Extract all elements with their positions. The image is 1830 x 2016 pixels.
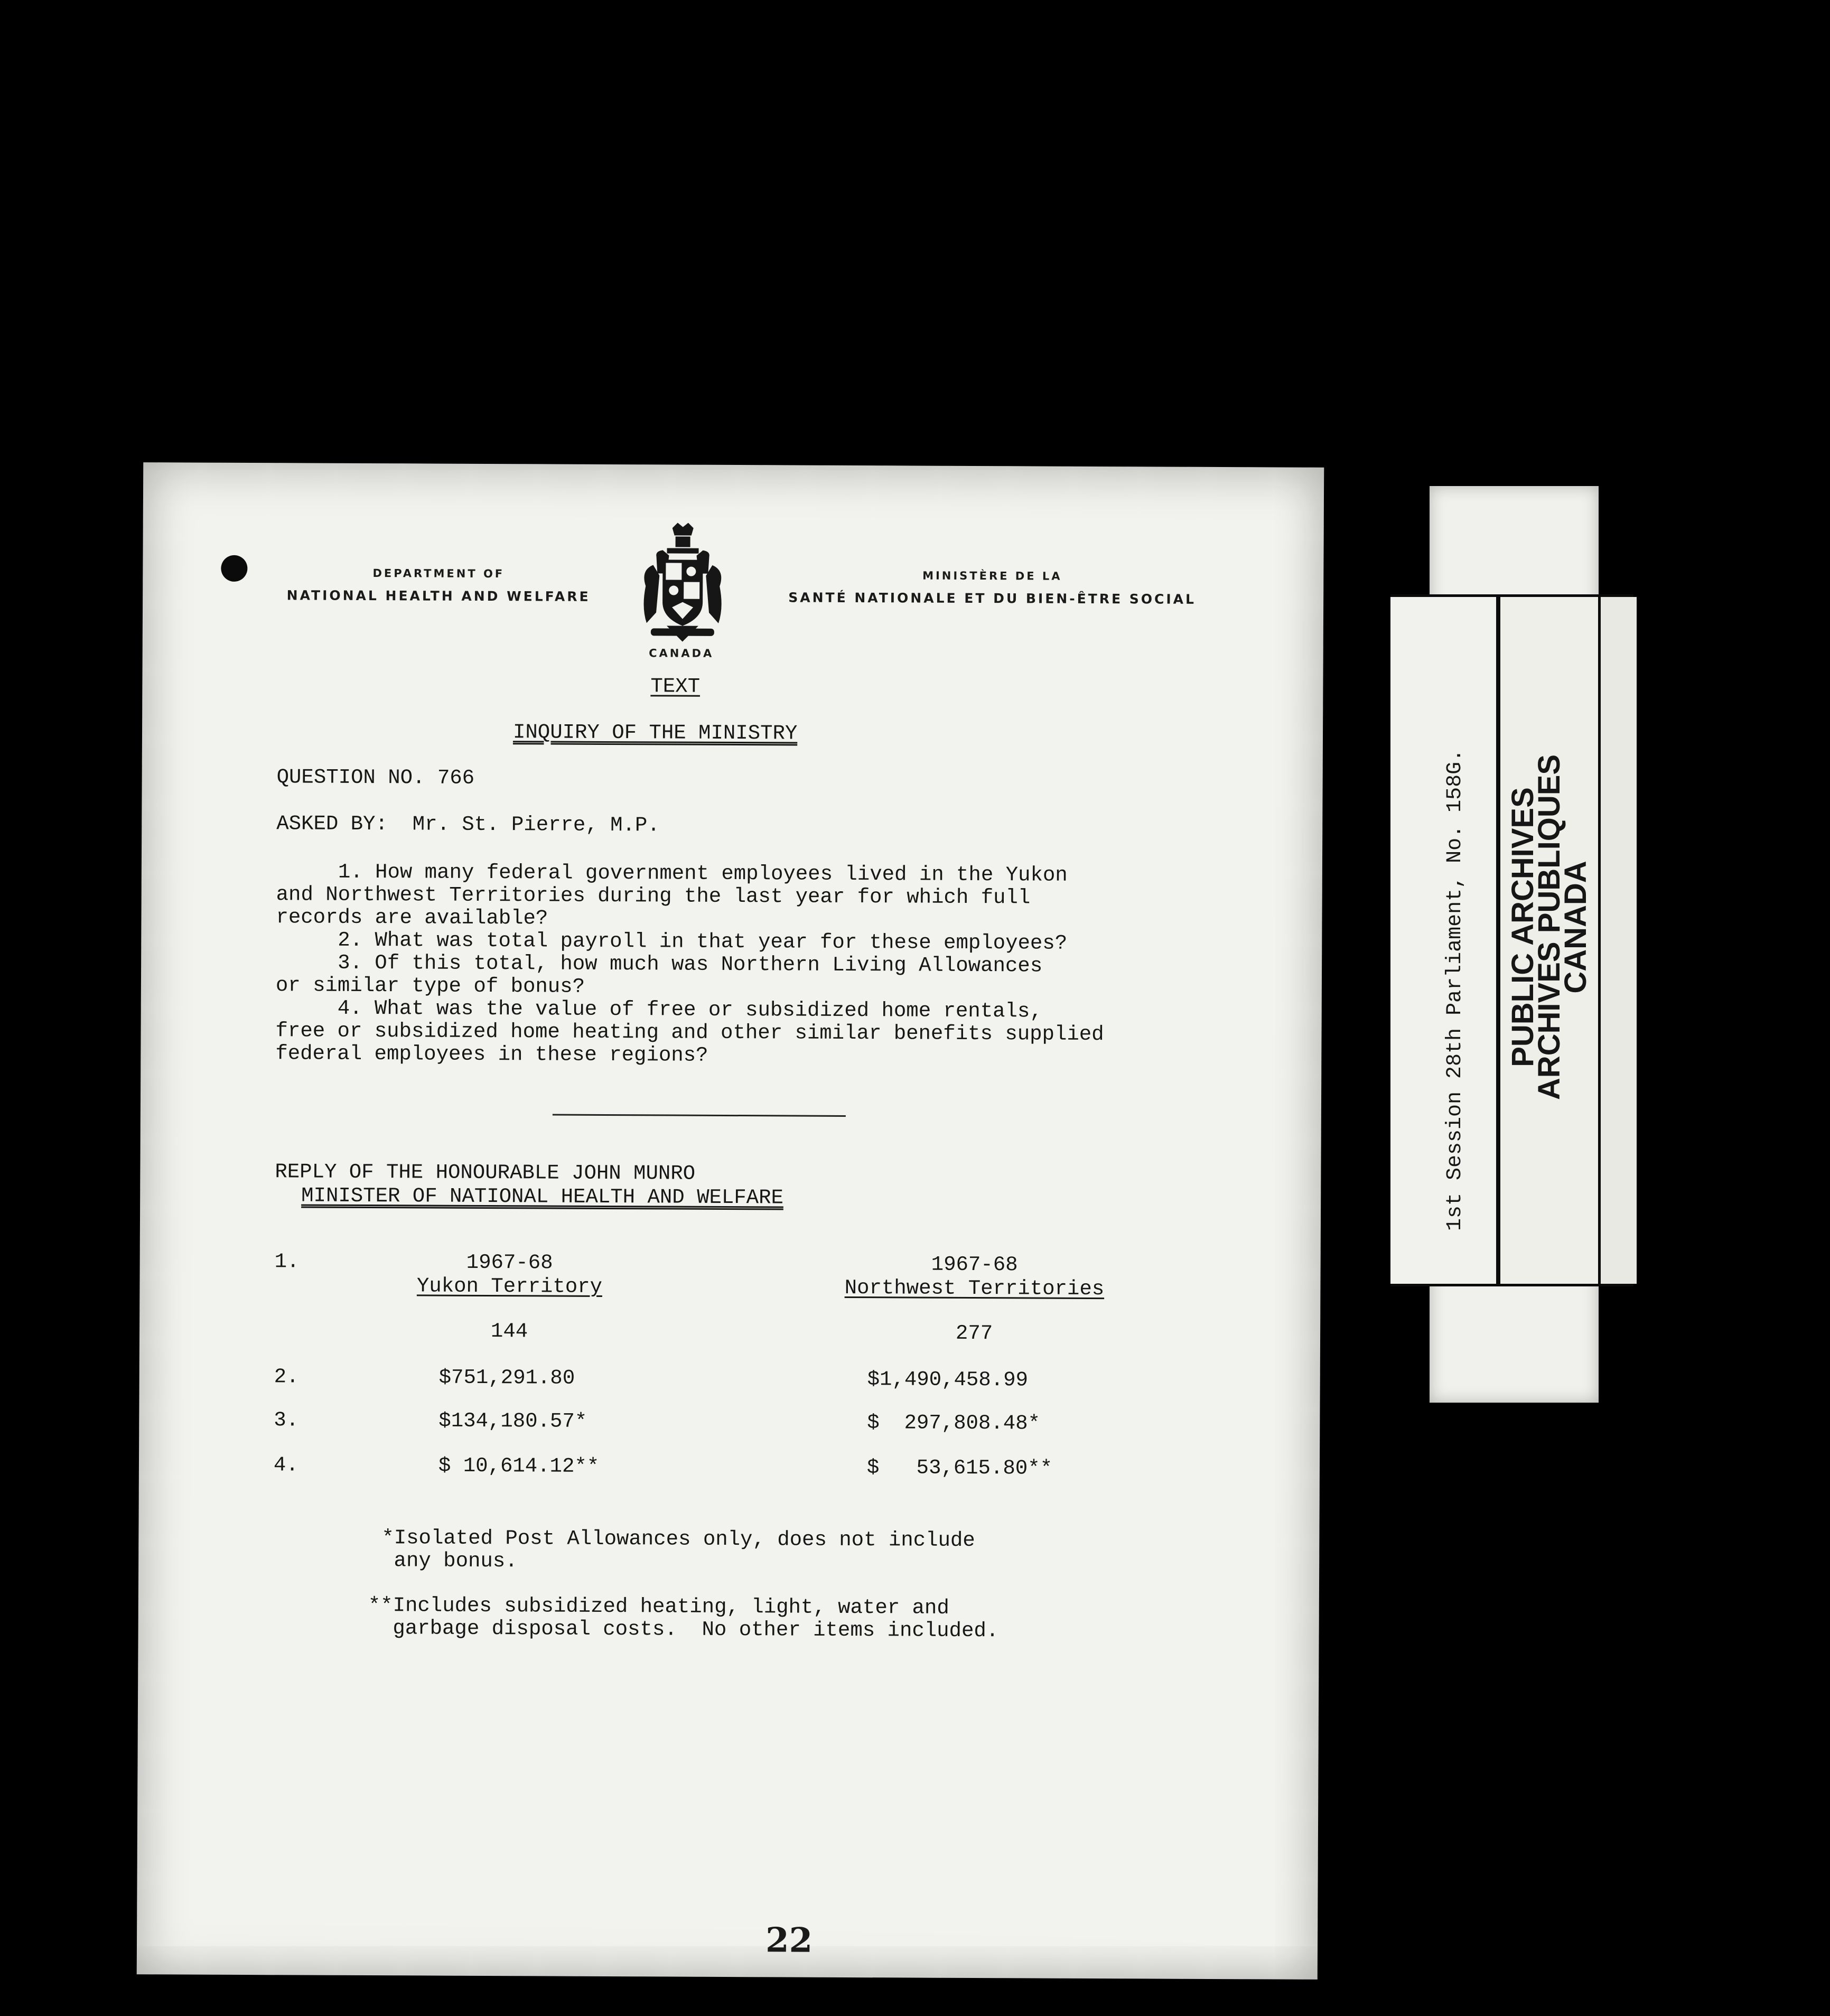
punch-hole — [221, 555, 247, 582]
letterhead-french — [754, 568, 1230, 607]
yukon-value: $134,180.57* — [438, 1409, 587, 1433]
nwt-value: $1,490,458.99 — [867, 1368, 1029, 1392]
archive-strip-tab — [1601, 597, 1637, 1284]
letterhead-french-small: MINISTÈRE DE LA — [922, 569, 1062, 583]
letterhead-english-main: NATIONAL HEALTH AND WELFARE — [286, 587, 591, 604]
footnote-double-asterisk-cont: garbage disposal costs. No other items included. — [368, 1617, 999, 1643]
archive-stamp-line-3: CANADA — [1558, 861, 1593, 994]
reply-title: REPLY OF THE HONOURABLE JOHN MUNRO — [275, 1160, 696, 1186]
yukon-value: $751,291.80 — [438, 1366, 575, 1390]
yukon-header: Yukon Territory — [416, 1274, 603, 1299]
heading-text: TEXT — [650, 675, 701, 698]
question-line: free or subsidized home heating and other similar benefits supplied — [275, 1019, 1104, 1047]
subheading-inquiry: INQUIRY OF THE MINISTRY — [512, 721, 798, 745]
question-line: 1. How many federal government employees lived in the Yukon — [276, 860, 1068, 887]
question-line: records are available? — [276, 906, 548, 930]
question-line: or similar type of bonus? — [275, 974, 585, 998]
nwt-year: 1967-68 — [931, 1253, 1018, 1277]
nwt-header: Northwest Territories — [844, 1276, 1105, 1301]
nwt-value: $ 297,808.48* — [867, 1411, 1041, 1435]
asked-by: ASKED BY: Mr. St. Pierre, M.P. — [276, 812, 660, 837]
reply-minister: MINISTER OF NATIONAL HEALTH AND WELFARE — [301, 1184, 784, 1210]
page-number: 22 — [765, 1920, 813, 1961]
archive-stamp-line-1: PUBLIC ARCHIVES — [1506, 787, 1540, 1067]
row-number: 1. — [274, 1250, 300, 1274]
footnote-double-asterisk: **Includes subsidized heating, light, water and — [368, 1594, 949, 1620]
footnote-single-asterisk: *Isolated Post Allowances only, does not include — [381, 1526, 975, 1553]
archive-stamp-line-2: ARCHIVES PUBLIQUES — [1532, 754, 1566, 1100]
question-number: QUESTION NO. 766 — [276, 766, 475, 790]
coat-of-arms-icon — [635, 522, 731, 645]
question-line: 2. What was total payroll in that year for these employees? — [276, 928, 1068, 955]
document-page — [137, 462, 1324, 1980]
letterhead-english-small: DEPARTMENT OF — [372, 567, 505, 581]
letterhead-english — [259, 566, 618, 604]
question-line: and Northwest Territories during the last year for which full — [276, 883, 1031, 910]
footnote-single-asterisk-cont: any bonus. — [381, 1549, 518, 1573]
section-divider — [553, 1114, 846, 1117]
nwt-value: 277 — [955, 1321, 993, 1346]
yukon-value: $ 10,614.12** — [438, 1454, 600, 1478]
question-line: 3. Of this total, how much was Northern Living Allowances — [276, 951, 1043, 978]
yukon-value: 144 — [490, 1320, 528, 1343]
row-number: 3. — [274, 1408, 299, 1432]
crest-label: CANADA — [649, 647, 714, 660]
question-line: 4. What was the value of free or subsidized home rentals, — [275, 996, 1042, 1023]
row-number: 2. — [274, 1365, 299, 1389]
letterhead-french-main: SANTÉ NATIONALE ET DU BIEN-ÊTRE SOCIAL — [788, 590, 1197, 607]
session-reference: 1st Session 28th Parliament, No. 158G. — [1443, 749, 1467, 1231]
row-number: 4. — [273, 1453, 298, 1477]
yukon-year: 1967-68 — [466, 1250, 553, 1275]
nwt-value: $ 53,615.80** — [866, 1456, 1053, 1480]
question-line: federal employees in these regions? — [275, 1042, 708, 1067]
